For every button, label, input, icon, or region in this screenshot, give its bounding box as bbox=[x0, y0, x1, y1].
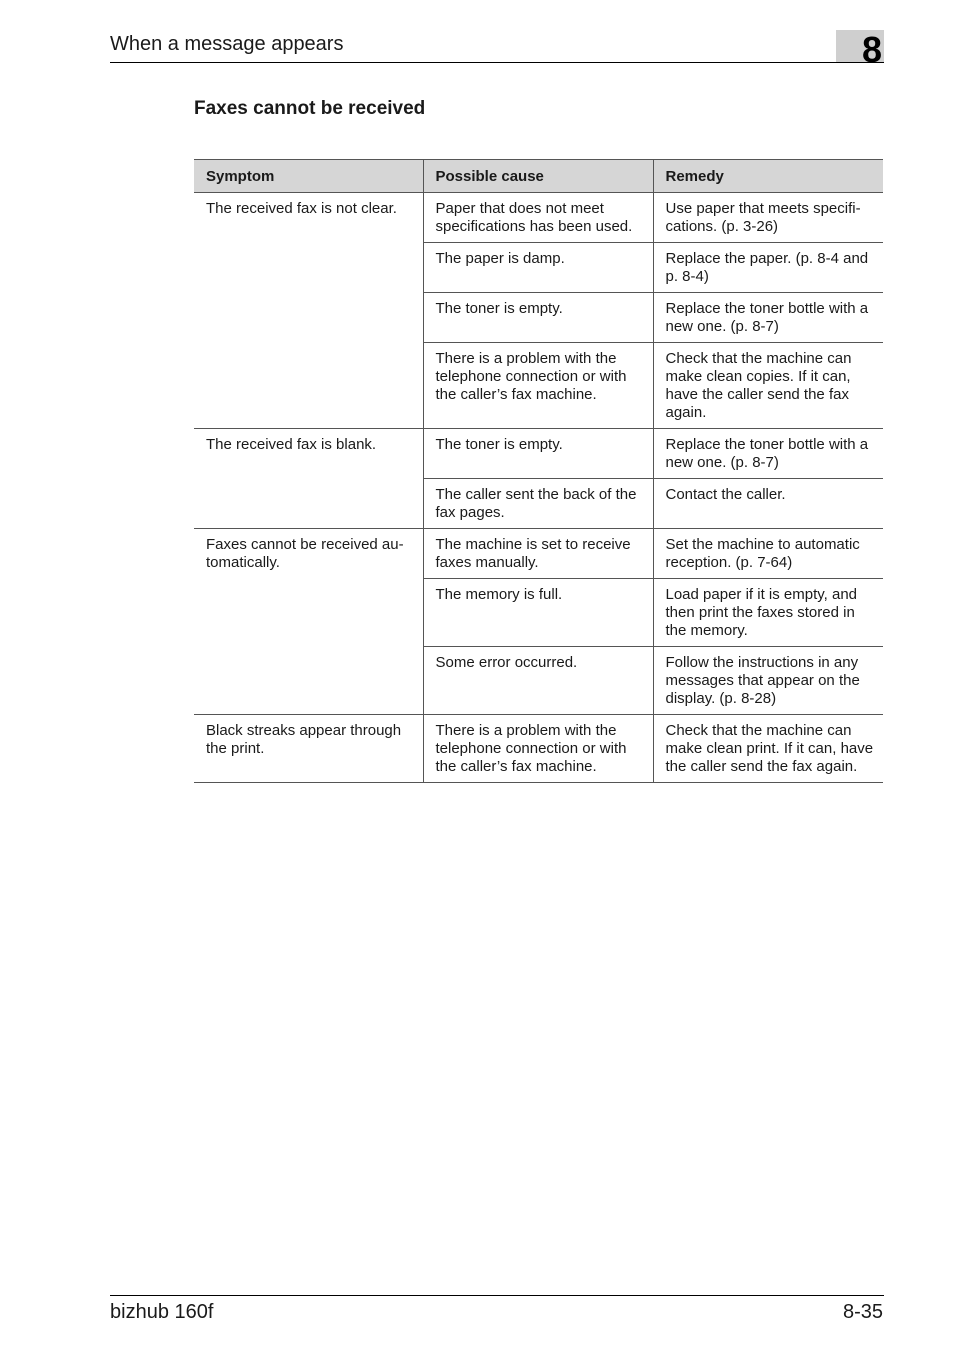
cause-cell: Some error occurred. bbox=[423, 647, 653, 715]
remedy-cell: Replace the paper. (p. 8-4 and p. 8-4) bbox=[653, 243, 883, 293]
header-rule bbox=[110, 62, 884, 63]
footer-rule bbox=[110, 1295, 884, 1296]
table-row bbox=[194, 429, 883, 479]
remedy-cell: Set the machine to automatic reception. (p. 7-64) bbox=[653, 529, 883, 579]
column-header-symptom: Symptom bbox=[194, 160, 423, 193]
remedy-cell: Load paper if it is empty, and then print the faxes stored in the memory. bbox=[653, 579, 883, 647]
cause-cell: The toner is empty. bbox=[423, 293, 653, 343]
remedy-cell: Use paper that meets specifi-cations. (p. 3-26) bbox=[653, 193, 883, 243]
cause-cell: The memory is full. bbox=[423, 579, 653, 647]
symptom-cell: Faxes cannot be received au-tomatically. bbox=[194, 529, 423, 715]
chapter-number: 8 bbox=[861, 29, 882, 70]
footer-model-name: bizhub 160f bbox=[110, 1301, 214, 1323]
cause-cell: The machine is set to receive faxes manually. bbox=[423, 529, 653, 579]
table-header-row bbox=[194, 160, 883, 193]
table-row bbox=[194, 715, 883, 783]
cause-cell: The paper is damp. bbox=[423, 243, 653, 293]
symptom-cell: Black streaks appear through the print. bbox=[194, 715, 423, 783]
cause-cell: The caller sent the back of the fax pages. bbox=[423, 479, 653, 529]
symptom-cell: The received fax is blank. bbox=[194, 429, 423, 529]
table-row bbox=[194, 193, 883, 243]
chapter-tab bbox=[836, 29, 884, 70]
symptom-cell: The received fax is not clear. bbox=[194, 193, 423, 429]
remedy-cell: Check that the machine can make clean print. If it can, have the caller send the fax again. bbox=[653, 715, 883, 783]
remedy-cell: Replace the toner bottle with a new one. (p. 8-7) bbox=[653, 429, 883, 479]
remedy-cell: Follow the instructions in any messages that appear on the display. (p. 8-28) bbox=[653, 647, 883, 715]
cause-cell: There is a problem with the telephone connection or with the caller’s fax machine. bbox=[423, 715, 653, 783]
cause-cell: Paper that does not meet specifications has been used. bbox=[423, 193, 653, 243]
remedy-cell: Contact the caller. bbox=[653, 479, 883, 529]
remedy-cell: Replace the toner bottle with a new one. (p. 8-7) bbox=[653, 293, 883, 343]
section-title: Faxes cannot be received bbox=[194, 98, 426, 119]
column-header-remedy: Remedy bbox=[653, 160, 883, 193]
table-row bbox=[194, 529, 883, 579]
header-title: When a message appears bbox=[110, 33, 344, 55]
footer-page-number: 8-35 bbox=[842, 1301, 883, 1323]
column-header-cause: Possible cause bbox=[423, 160, 653, 193]
cause-cell: The toner is empty. bbox=[423, 429, 653, 479]
cause-cell: There is a problem with the telephone connection or with the caller’s fax machine. bbox=[423, 343, 653, 429]
remedy-cell: Check that the machine can make clean copies. If it can, have the caller send the fax again. bbox=[653, 343, 883, 429]
troubleshooting-table bbox=[194, 159, 883, 783]
